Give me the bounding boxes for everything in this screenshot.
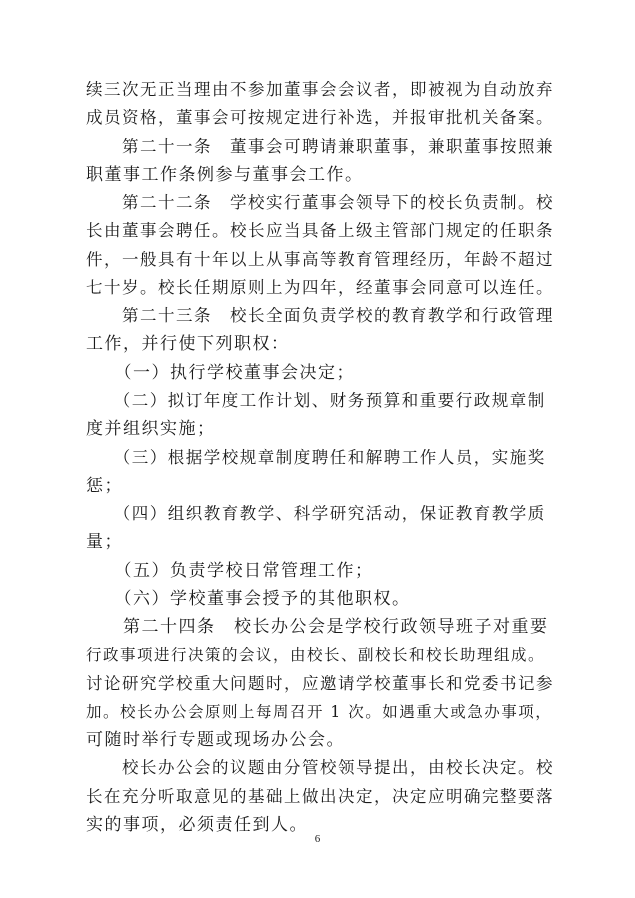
text-line: 第二十二条 学校实行董事会领导下的校长负责制。校 [86, 193, 554, 212]
text-line: 第二十四条 校长办公会是学校行政领导班子对重要 [86, 617, 549, 637]
text-line: 工作，并行使下列职权： [86, 334, 290, 354]
text-line: 度并组织实施； [86, 419, 216, 439]
text-line: （五）负责学校日常管理工作； [86, 561, 374, 581]
text-line: （四）组织教育教学、科学研究活动，保证教育教学质 [86, 504, 546, 523]
text-line: 实的事项，必须责任到人。 [86, 815, 308, 835]
text-line: 七十岁。校长任期原则上为四年，经董事会同意可以连任。 [86, 278, 554, 297]
text-line: （一）执行学校董事会决定； [86, 363, 355, 383]
text-line: 讨论研究学校重大问题时，应邀请学校董事长和党委书记参 [86, 674, 554, 693]
text-line: 惩； [86, 476, 123, 496]
text-line: 加。校长办公会原则上每周召开 1 次。如遇重大或急办事项， [86, 703, 553, 721]
text-line: 长在充分听取意见的基础上做出决定，决定应明确完整要落 [86, 787, 554, 806]
text-line: 职董事工作条例参与董事会工作。 [86, 165, 364, 185]
text-line: 第二十三条 校长全面负责学校的教育教学和行政管理 [86, 306, 554, 325]
text-line: 行政事项进行决策的会议，由校长、副校长和校长助理组成。 [86, 646, 546, 664]
text-line: 成员资格，董事会可按规定进行补选，并报审批机关备案。 [86, 108, 554, 127]
text-line: 可随时举行专题或现场办公会。 [86, 730, 345, 750]
page-number: 6 [314, 833, 321, 845]
text-line: 第二十一条 董事会可聘请兼职董事，兼职董事按照兼 [86, 137, 554, 156]
text-line: 续三次无正当理由不参加董事会会议者，即被视为自动放弃 [86, 80, 554, 99]
text-line: 校长办公会的议题由分管校领导提出，由校长决定。校 [86, 758, 554, 777]
text-line: （三）根据学校规章制度聘任和解聘工作人员，实施奖 [86, 448, 546, 467]
text-line: 长由董事会聘任。校长应当具备上级主管部门规定的任职条 [86, 221, 554, 240]
text-line: （六）学校董事会授予的其他职权。 [86, 589, 411, 609]
text-line: 件，一般具有十年以上从事高等教育管理经历，年龄不超过 [86, 250, 554, 269]
text-line: 量； [86, 532, 123, 552]
text-line: （二）拟订年度工作计划、财务预算和重要行政规章制 [86, 391, 546, 410]
